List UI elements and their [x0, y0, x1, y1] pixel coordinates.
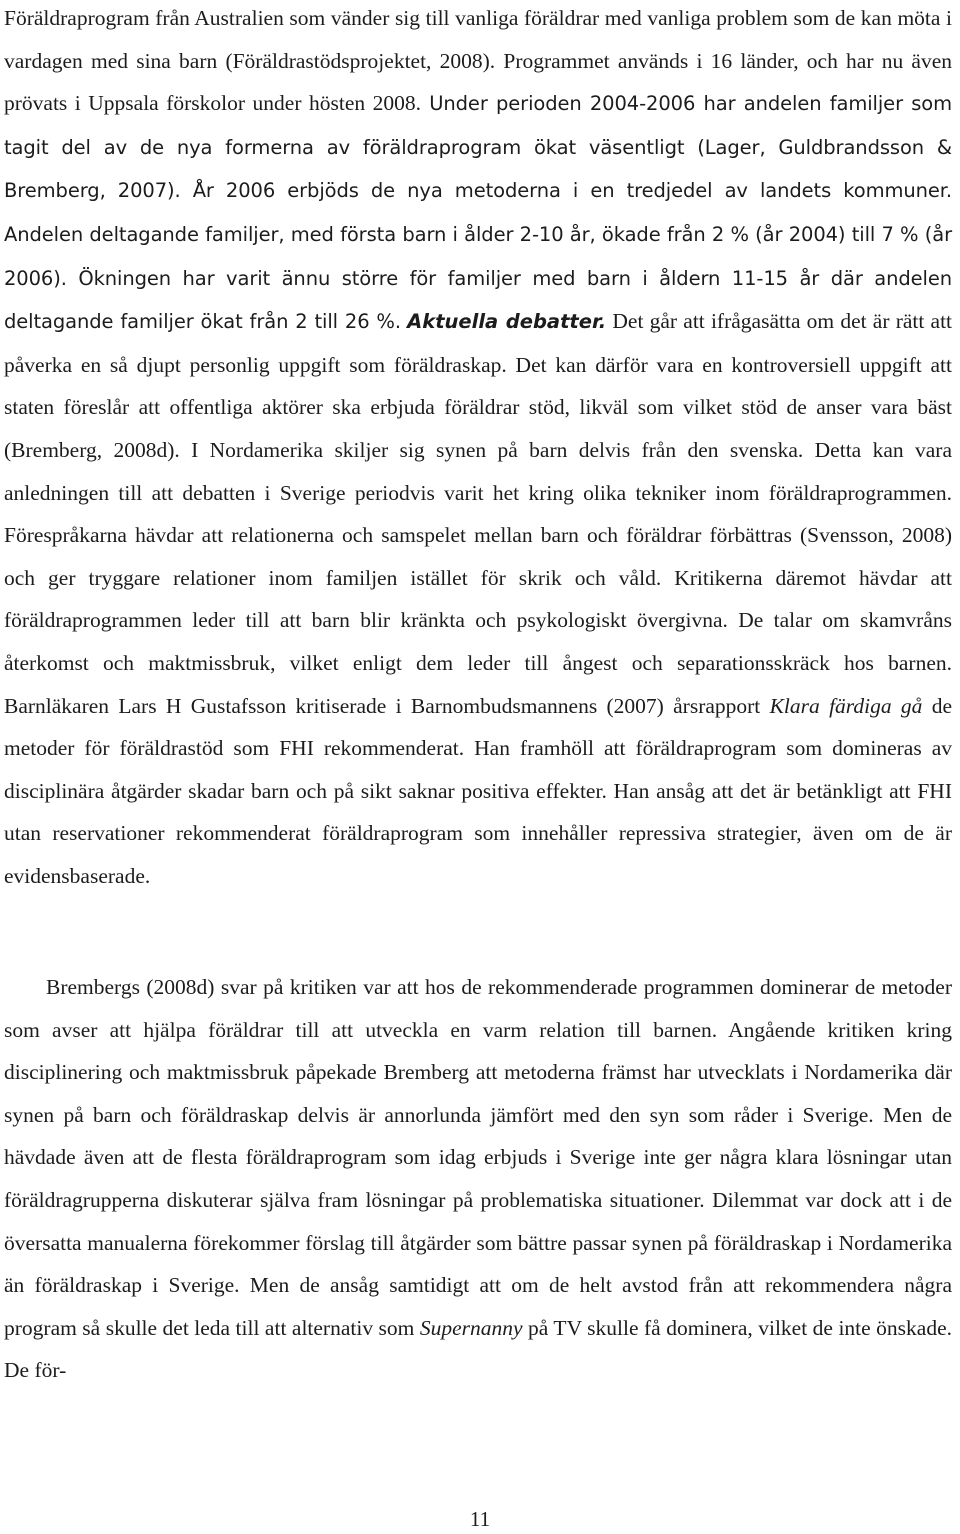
italic-title: Supernanny: [419, 1315, 523, 1340]
paragraph: [4, 0, 952, 897]
paragraph-text: Under perioden 2004-2006 har andelen familjer som tagit del av de nya formerna av föräldraprogram ökat väsentligt (Lager, Guldbrandsson & Bremberg, 2007). År 2006 erbjöds de nya metoderna i en tredjedel av landets kommuner. Andelen deltagande familjer, med första barn i ålder 2-10 år, ökade från 2 % (år 2004) till 7 % (år 2006). Ökningen har varit ännu större för familjer med barn i åldern 11-15 år där andelen deltagande familjer ökat från 2 till 26 %.: [4, 92, 952, 334]
section-heading: Aktuella debatter.: [407, 310, 607, 334]
italic-title: Klara färdiga gå: [769, 693, 923, 718]
paragraph-text: de metoder för föräldrastöd som FHI rekommenderat. Han framhöll att föräldraprogram som domineras av disciplinära åtgärder skadar barn och på sikt saknar positiva effekter. Han ansåg att det är betänkligt att FHI utan reservationer rekommenderat föräldraprogram som innehåller repressiva strategier, även om de är evidensbaserade.: [4, 693, 953, 888]
paragraph-text: på TV skulle få dominera, vilket de inte önskade. De för-: [4, 1315, 952, 1383]
paragraph-text: Föräldraprogram från Australien som vänder sig till vanliga föräldrar med vanliga problem som de kan möta i vardagen med sina barn (Föräldrastödsprojektet, 2008). Programmet används i 16 länder, och har nu även prövats i Uppsala förskolor under hösten 2008.: [4, 6, 952, 116]
page-number: 11: [469, 1507, 491, 1531]
paragraph-text: Det går att ifrågasätta om det är rätt att påverka en så djupt personlig uppgift som föräldraskap. Det kan därför vara en kontroversiell uppgift att staten föreslår att offentliga aktörer ska erbjuda föräldrar stöd, likväl som vilket stöd de anser vara bäst (Bremberg, 2008d). I Nordamerika skiljer sig synen på barn delvis från den svenska. Detta kan vara anledningen till att debatten i Sverige periodvis varit het kring olika tekniker inom föräldraprogrammen. Förespråkarna hävdar att relationerna och samspelet mellan barn och föräldrar förbättras (Svensson, 2008) och ger tryggare relationer inom familjen istället för skrik och våld. Kritikerna däremot hävdar att föräldraprogrammen leder till att barn blir kränkta och psykologiskt övergivna. De talar om skamvråns återkomst och maktmissbruk, vilket enligt dem leder till ångest och separationsskräck hos barnen. Barnläkaren Lars H Gustafsson kritiserade i Barnombudsmannens (2007) årsrapport: [4, 309, 953, 718]
paragraph-text: Brembergs (2008d) svar på kritiken var att hos de rekommenderade programmen dominerar de metoder som avser att hjälpa föräldrar till att utveckla en varm relation till barnen. Angående kritiken kring disciplinering och maktmissbruk påpekade Bremberg att metoderna främst har utvecklats i Nordamerika där synen på barn och föräldraskap delvis är annorlunda jämfört med den syn som råder i Sverige. Men de hävdade även att de flesta föräldraprogram som idag erbjuds i Sverige inte ger några klara lösningar utan föräldragrupperna diskuterar själva fram lösningar på problematiska situationer. Dilemmat var dock att i de översatta manualerna förekommer förslag till åtgärder som bättre passar synen på föräldraskap i Nordamerika än föräldraskap i Sverige. Men de ansåg samtidigt att om de helt avstod från att rekommendera några program så skulle det leda till att alternativ som: [4, 975, 952, 1340]
paragraph: [4, 966, 952, 1392]
